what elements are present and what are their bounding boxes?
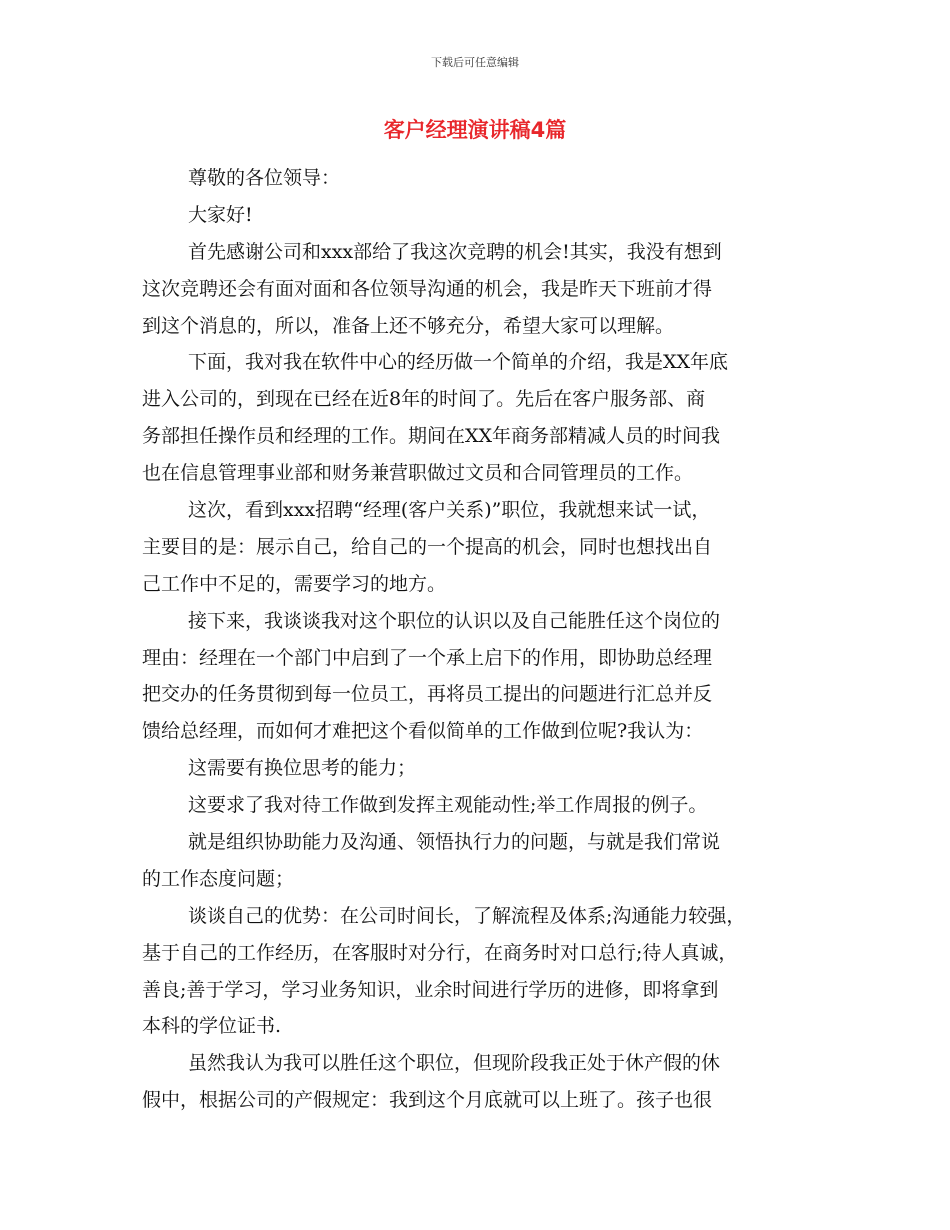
text-line: 把交办的任务贯彻到每一位员工，再将员工提出的问题进行汇总并反 [142, 683, 713, 706]
text-line: 尊敬的各位领导： [188, 167, 341, 189]
text-line: 首先感谢公司和xxx部给了我这次竞聘的机会!其实，我没有想到 [188, 240, 722, 263]
text-line: 进入公司的，到现在已经在近8年的时间了。先后在客户服务部、商 [142, 388, 706, 411]
document-title: 客户经理演讲稿4篇 [383, 118, 567, 142]
page-header: 下载后可任意编辑 [431, 56, 519, 69]
text-line: 谈谈自己的优势：在公司时间长，了解流程及体系;沟通能力较强， [188, 904, 746, 927]
text-line: 这要求了我对待工作做到发挥主观能动性;举工作周报的例子。 [188, 794, 708, 817]
text-line: 大家好! [188, 203, 253, 226]
text-line: 馈给总经理，而如何才难把这个看似简单的工作做到位呢?我认为： [142, 720, 704, 743]
text-line: 主要目的是：展示自己，给自己的一个提高的机会，同时也想找出自 [142, 535, 713, 558]
text-line: 这次竞聘还会有面对面和各位领导沟通的机会，我是昨天下班前才得 [142, 277, 713, 300]
text-line: 基于自己的工作经历，在客服时对分行，在商务时对口总行;待人真诚， [142, 941, 738, 964]
text-line: 也在信息管理事业部和财务兼营职做过文员和合同管理员的工作。 [142, 462, 694, 485]
text-line: 就是组织协助能力及沟通、领悟执行力的问题，与就是我们常说 [188, 831, 721, 854]
text-line: 假中，根据公司的产假规定：我到这个月底就可以上班了。孩子也很 [142, 1089, 713, 1112]
text-line: 善良;善于学习，学习业务知识，业余时间进行学历的进修，即将拿到 [142, 978, 719, 1001]
text-line: 己工作中不足的，需要学习的地方。 [142, 572, 447, 595]
text-line: 的工作态度问题； [142, 867, 295, 890]
text-line: 虽然我认为我可以胜任这个职位，但现阶段我正处于休产假的休 [188, 1052, 721, 1075]
text-line: 接下来，我谈谈我对这个职位的认识以及自己能胜任这个岗位的 [188, 609, 721, 632]
document-body [142, 160, 832, 1119]
text-line: 本科的学位证书. [142, 1015, 282, 1038]
text-line: 务部担任操作员和经理的工作。期间在XX年商务部精减人员的时间我 [142, 425, 721, 448]
text-line: 到这个消息的，所以，准备上还不够充分，希望大家可以理解。 [142, 314, 675, 337]
text-line: 这需要有换位思考的能力； [188, 757, 417, 780]
text-line: 下面，我对我在软件中心的经历做一个简单的介绍，我是XX年底 [188, 351, 729, 374]
text-line: 理由：经理在一个部门中启到了一个承上启下的作用，即协助总经理 [142, 646, 713, 669]
text-line: 这次，看到xxx招聘“经理(客户关系)”职位，我就想来试一试， [188, 499, 711, 522]
